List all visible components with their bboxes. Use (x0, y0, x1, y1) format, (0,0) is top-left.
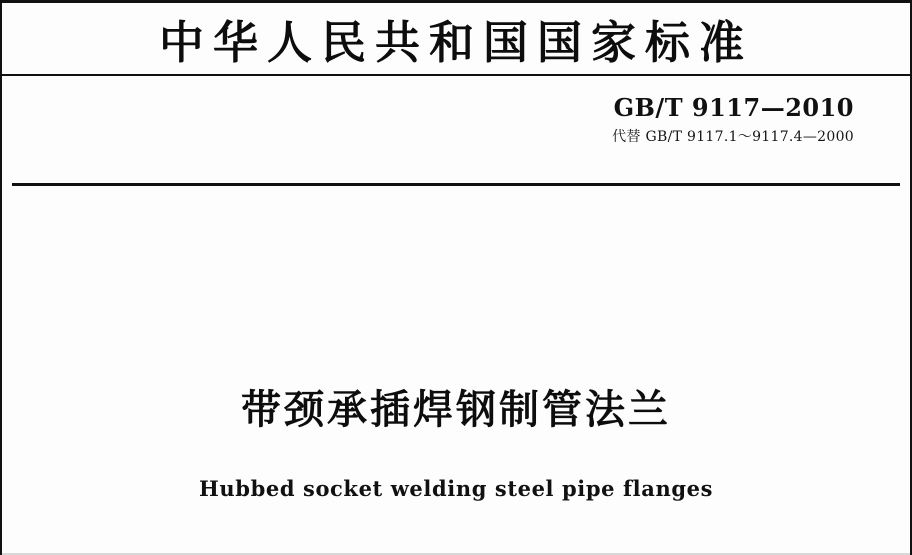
national-standard-banner: 中华人民共和国国家标准 (158, 16, 753, 69)
header-divider-rule (12, 183, 900, 186)
banner-top-rule (2, 0, 910, 3)
document-title-english: Hubbed socket welding steel pipe flanges (198, 476, 713, 501)
document-title-chinese: 带颈承插焊钢制管法兰 (241, 387, 671, 433)
standard-replaces-note: 代替 GB/T 9117.1～9117.4—2000 (612, 128, 854, 145)
standard-number-block (612, 94, 854, 146)
banner-bottom-rule (2, 74, 910, 76)
standard-number: GB/T 9117—2010 (613, 93, 854, 122)
